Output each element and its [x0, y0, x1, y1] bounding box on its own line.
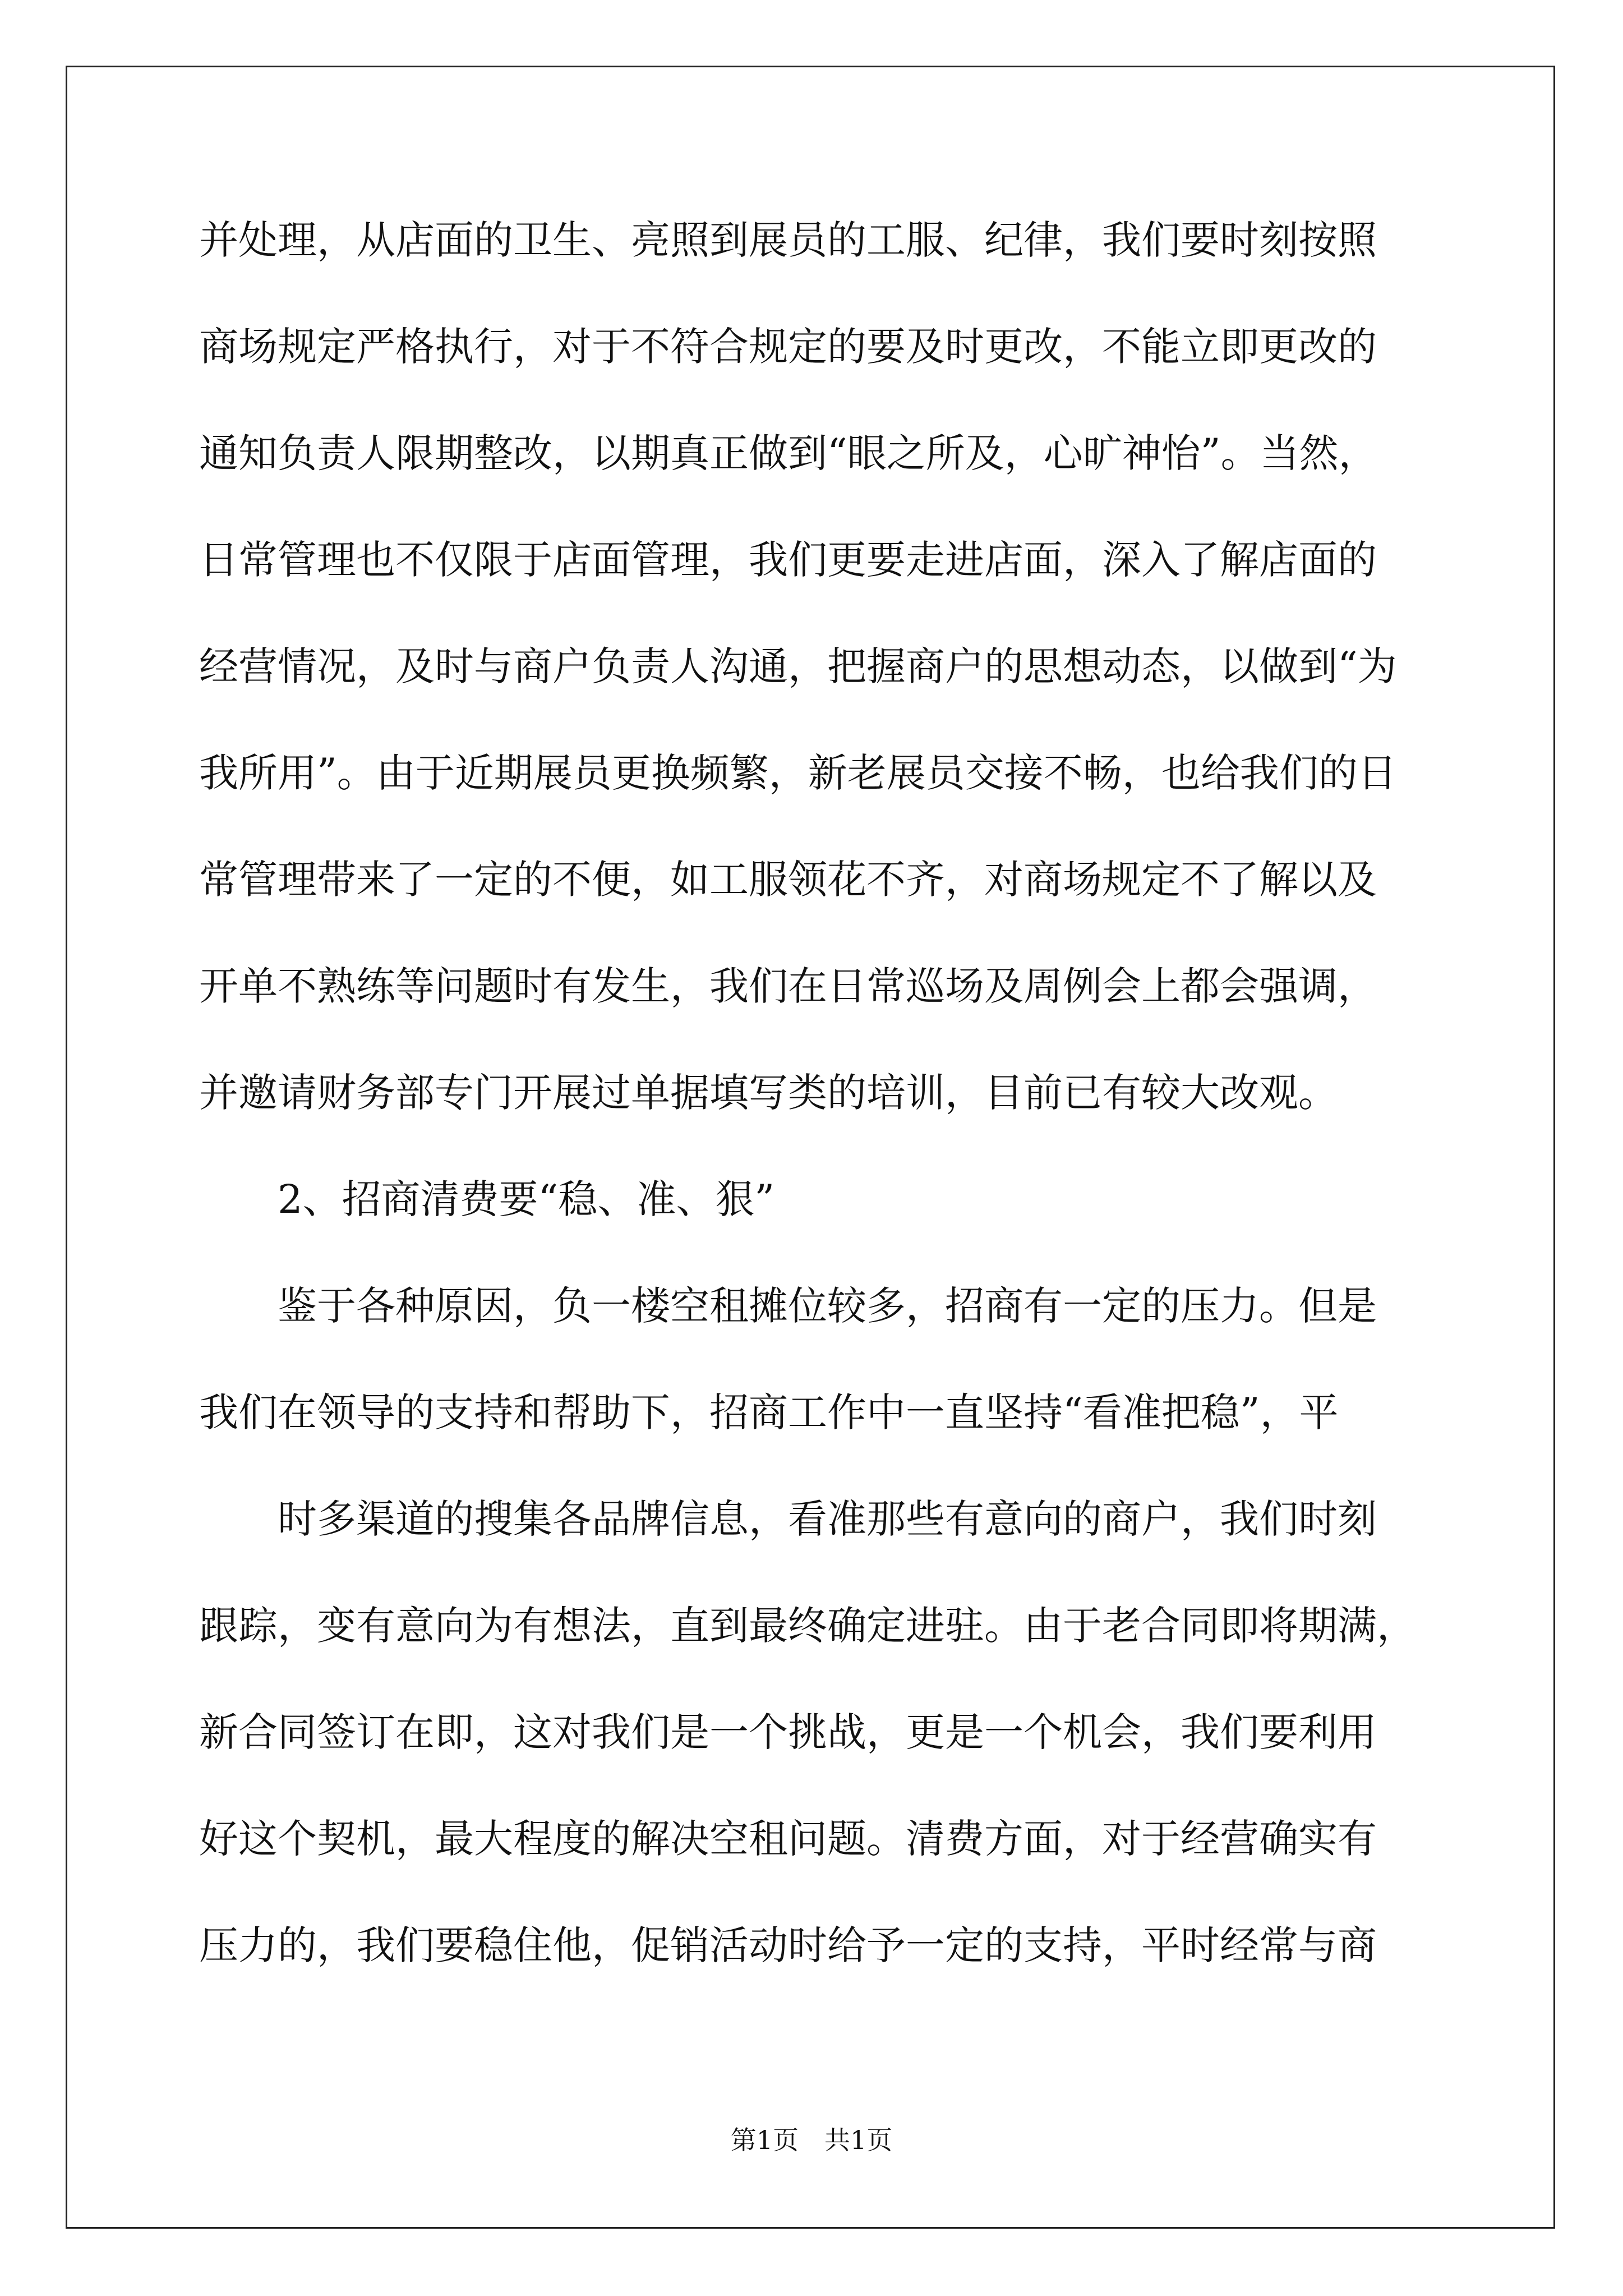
document-body	[199, 213, 1430, 2025]
text-line: 我所用”。由于近期展员更换频繁，新老展员交接不畅，也给我们的日	[199, 750, 1397, 796]
text-line: 好这个契机，最大程度的解决空租问题。清费方面，对于经营确实有	[199, 1816, 1377, 1862]
text-line: 并邀请财务部专门开展过单据填写类的培训，目前已有较大改观。	[199, 1070, 1338, 1116]
text-line: 新合同签订在即，这对我们是一个挑战，更是一个机会，我们要利用	[199, 1709, 1377, 1755]
text-line: 商场规定严格执行，对于不符合规定的要及时更改，不能立即更改的	[199, 324, 1377, 370]
text-line: 时多渠道的搜集各品牌信息，看准那些有意向的商户，我们时刻	[278, 1496, 1377, 1542]
text-line: 常管理带来了一定的不便，如工服领花不齐，对商场规定不了解以及	[199, 857, 1377, 903]
text-line: 鉴于各种原因，负一楼空租摊位较多，招商有一定的压力。但是	[278, 1283, 1377, 1329]
text-line: 我们在领导的支持和帮助下，招商工作中一直坚持“看准把稳”，平	[199, 1389, 1339, 1435]
page-footer: 第1页 共1页	[730, 2125, 893, 2155]
text-line: 跟踪，变有意向为有想法，直到最终确定进驻。由于老合同即将期满，	[199, 1603, 1416, 1649]
text-line: 压力的，我们要稳住他，促销活动时给予一定的支持，平时经常与商	[199, 1922, 1377, 1968]
text-line: 开单不熟练等问题时有发生，我们在日常巡场及周例会上都会强调，	[199, 963, 1377, 1009]
text-line: 并处理，从店面的卫生、亮照到展员的工服、纪律，我们要时刻按照	[199, 217, 1377, 263]
text-line: 通知负责人限期整改，以期真正做到“眼之所及，心旷神怡”。当然，	[199, 430, 1378, 476]
section-heading: 2、招商清费要“稳、准、狠”	[278, 1176, 775, 1222]
text-line: 日常管理也不仅限于店面管理，我们更要走进店面，深入了解店面的	[199, 537, 1377, 583]
text-line: 经营情况，及时与商户负责人沟通，把握商户的思想动态，以做到“为	[199, 643, 1397, 689]
